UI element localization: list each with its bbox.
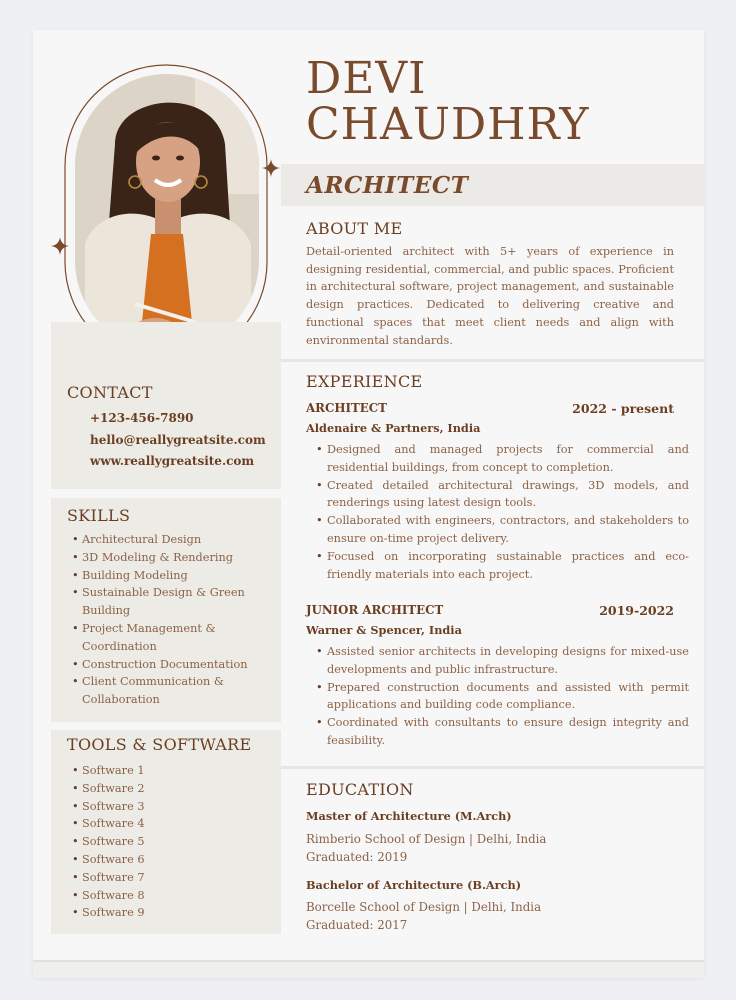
skill-item: • 3D Modeling & Rendering	[67, 549, 267, 567]
contact-section	[67, 383, 266, 473]
tools-list	[67, 762, 267, 922]
skills-panel	[51, 498, 281, 722]
job-company: Warner & Spencer, India	[306, 623, 462, 637]
skill-item: • Client Communication & Collaboration	[67, 673, 267, 709]
about-text: Detail-oriented architect with 5+ years of experience in designing residential, commercial, and public spaces. Proficient in architectural software, project management, and sustainable design practices. Dedicated to delivering creative and functional spaces that meet client needs and align with environmental standards.	[306, 245, 674, 347]
portrait-photo	[75, 74, 259, 352]
job-bullet: • Assisted senior architects in developing designs for mixed-use developments and public infrastructure.	[327, 643, 689, 679]
resume-page	[33, 30, 704, 978]
job-bullets	[313, 643, 689, 750]
job-entry-title	[306, 603, 674, 617]
job-role: ARCHITECT	[306, 401, 387, 415]
contact-website: www.reallygreatsite.com	[90, 454, 255, 468]
tool-item: • Software 1	[67, 762, 267, 780]
tools-heading: TOOLS & SOFTWARE	[67, 735, 252, 754]
job-entry-title	[306, 401, 674, 415]
job-bullet: • Focused on incorporating sustainable practices and eco-friendly materials into each project.	[327, 548, 689, 584]
job-role: JUNIOR ARCHITECT	[306, 603, 444, 617]
four-point-star-icon	[262, 159, 280, 177]
experience-heading: EXPERIENCE	[306, 372, 423, 391]
tool-item: • Software 6	[67, 851, 267, 869]
education-heading: EDUCATION	[306, 780, 414, 799]
job-bullet: • Created detailed architectural drawings, 3D models, and renderings using latest design tools.	[327, 477, 689, 513]
job-company: Aldenaire & Partners, India	[306, 421, 481, 435]
name-last: CHAUDHRY	[306, 99, 590, 150]
four-point-star-icon	[51, 237, 69, 255]
tool-item: • Software 8	[67, 887, 267, 905]
tool-item: • Software 9	[67, 904, 267, 922]
tool-item: • Software 2	[67, 780, 267, 798]
contact-email: hello@reallygreatsite.com	[90, 432, 266, 447]
edu-graduated: Graduated: 2017	[306, 918, 408, 932]
skill-item: • Project Management & Coordination	[67, 620, 267, 656]
section-divider	[281, 359, 704, 362]
tool-item: • Software 4	[67, 815, 267, 833]
job-title-band	[281, 164, 704, 206]
tool-item: • Software 5	[67, 833, 267, 851]
skill-item: • Building Modeling	[67, 567, 267, 585]
skill-item: • Sustainable Design & Green Building	[67, 584, 267, 620]
job-dates: 2019-2022	[599, 603, 674, 618]
job-dates: 2022 - present	[572, 401, 674, 416]
job-bullets	[313, 441, 689, 583]
edu-school: Rimberio School of Design | Delhi, India	[306, 832, 547, 846]
job-title: ARCHITECT	[306, 172, 469, 199]
tools-panel	[51, 730, 281, 934]
edu-graduated: Graduated: 2019	[306, 850, 408, 864]
full-name	[306, 53, 590, 150]
name-first: DEVI	[306, 53, 427, 104]
job-bullet: • Prepared construction documents and assisted with permit applications and building code compliance.	[327, 679, 689, 715]
page-footer-strip	[33, 960, 704, 978]
edu-degree: Bachelor of Architecture (B.Arch)	[306, 878, 522, 892]
section-divider	[281, 766, 704, 769]
photo-frame	[61, 62, 271, 364]
skills-heading: SKILLS	[67, 506, 131, 525]
skill-item: • Architectural Design	[67, 531, 267, 549]
contact-phone: +123-456-7890	[90, 411, 194, 425]
about-heading: ABOUT ME	[306, 219, 403, 238]
contact-heading: CONTACT	[67, 383, 153, 402]
tool-item: • Software 3	[67, 798, 267, 816]
skills-list	[67, 531, 267, 709]
edu-degree: Master of Architecture (M.Arch)	[306, 809, 512, 823]
job-bullet: • Collaborated with engineers, contractors, and stakeholders to ensure on-time project delivery.	[327, 512, 689, 548]
job-bullet: • Designed and managed projects for commercial and residential buildings, from concept to completion.	[327, 441, 689, 477]
edu-school: Borcelle School of Design | Delhi, India	[306, 900, 542, 914]
skill-item: • Construction Documentation	[67, 656, 267, 674]
tool-item: • Software 7	[67, 869, 267, 887]
job-bullet: • Coordinated with consultants to ensure design integrity and feasibility.	[327, 714, 689, 750]
